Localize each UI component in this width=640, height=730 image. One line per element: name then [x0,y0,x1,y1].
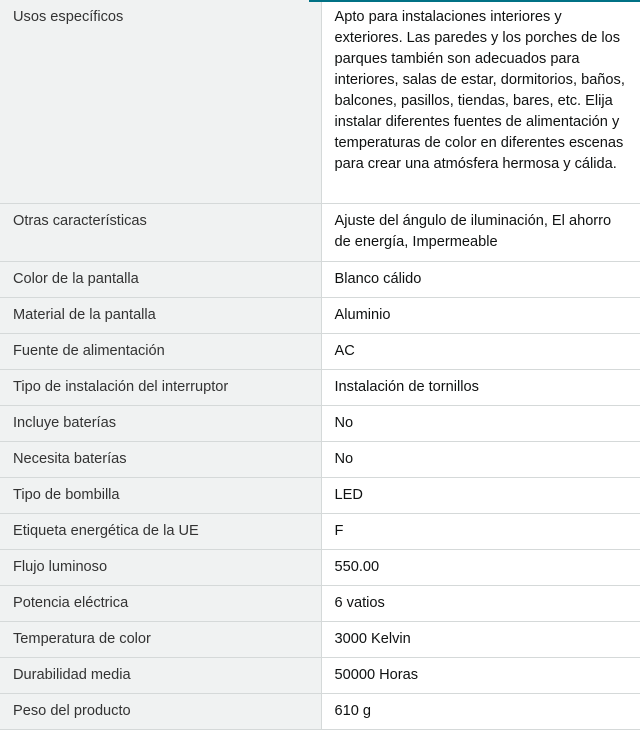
spec-label [0,477,321,513]
spec-label-text: Tipo de instalación del interruptor [13,378,229,395]
spec-label-text: Material de la pantalla [13,306,156,323]
table-row [0,585,640,621]
spec-value-text: 550.00 [334,558,380,575]
spec-label-text: Incluye baterías [13,414,117,431]
table-row [0,477,640,513]
spec-value [321,657,640,693]
spec-label-text: Etiqueta energética de la UE [13,522,199,539]
spec-value [321,441,640,477]
spec-value [321,405,640,441]
spec-label-text: Flujo luminoso [13,558,108,575]
spec-value-text: Instalación de tornillos [334,378,479,395]
spec-label [0,297,321,333]
spec-label [0,405,321,441]
spec-value [321,333,640,369]
spec-label [0,657,321,693]
spec-value-text: LED [334,486,363,503]
spec-label [0,513,321,549]
spec-value-text: Blanco cálido [334,270,422,287]
table-row [0,297,640,333]
table-row [0,405,640,441]
spec-value [321,0,640,203]
spec-value [321,261,640,297]
spec-label [0,693,321,729]
spec-label [0,203,321,261]
spec-value [321,477,640,513]
spec-value [321,203,640,261]
spec-value [321,369,640,405]
spec-label [0,441,321,477]
spec-value-text: Ajuste del ángulo de iluminación, El ahorro de energía, Impermeable [334,212,612,250]
table-row [0,369,640,405]
spec-value-text: No [334,450,354,467]
table-row [0,657,640,693]
spec-value-text: 50000 Horas [334,666,419,683]
spec-value-text: 3000 Kelvin [334,630,411,647]
spec-label-text: Fuente de alimentación [13,342,165,359]
spec-label [0,369,321,405]
spec-value-text: F [334,522,344,539]
table-row [0,441,640,477]
spec-label-text: Potencia eléctrica [13,594,129,611]
table-row [0,203,640,261]
spec-value [321,621,640,657]
spec-value-text: Aluminio [334,306,391,323]
spec-label [0,261,321,297]
top-accent-divider [309,0,640,2]
table-row [0,549,640,585]
spec-label-text: Peso del producto [13,702,131,719]
spec-label-text: Color de la pantalla [13,270,139,287]
table-row [0,333,640,369]
spec-value-text: AC [334,342,355,359]
spec-value-text: No [334,414,354,431]
spec-label [0,585,321,621]
table-row [0,621,640,657]
spec-label-text: Usos específicos [13,9,124,25]
spec-value [321,585,640,621]
spec-label-text: Temperatura de color [13,630,151,647]
spec-value [321,513,640,549]
spec-value [321,693,640,729]
spec-label [0,0,321,203]
spec-value-text: 610 g [334,702,372,719]
spec-label-text: Necesita baterías [13,450,127,467]
table-row [0,513,640,549]
spec-label-text: Otras características [13,212,147,229]
spec-label [0,621,321,657]
spec-value [321,549,640,585]
spec-label [0,333,321,369]
table-row [0,693,640,729]
spec-value [321,297,640,333]
table-row [0,261,640,297]
spec-value-text: Apto para instalaciones interiores y exteriores. Las paredes y los porches de los parques también son adecuados para interiores, salas de estar, dormitorios, baños, balcones, pasillos, tiendas, bares, etc. Elija instalar diferentes fuentes de alimentación y temperaturas de color en diferentes escenas para crear una atmósfera hermosa y cálida. [334,9,625,172]
spec-label-text: Tipo de bombilla [13,486,120,503]
spec-label-text: Durabilidad media [13,666,131,683]
spec-value-text: 6 vatios [334,594,385,611]
table-row [0,0,640,203]
spec-label [0,549,321,585]
